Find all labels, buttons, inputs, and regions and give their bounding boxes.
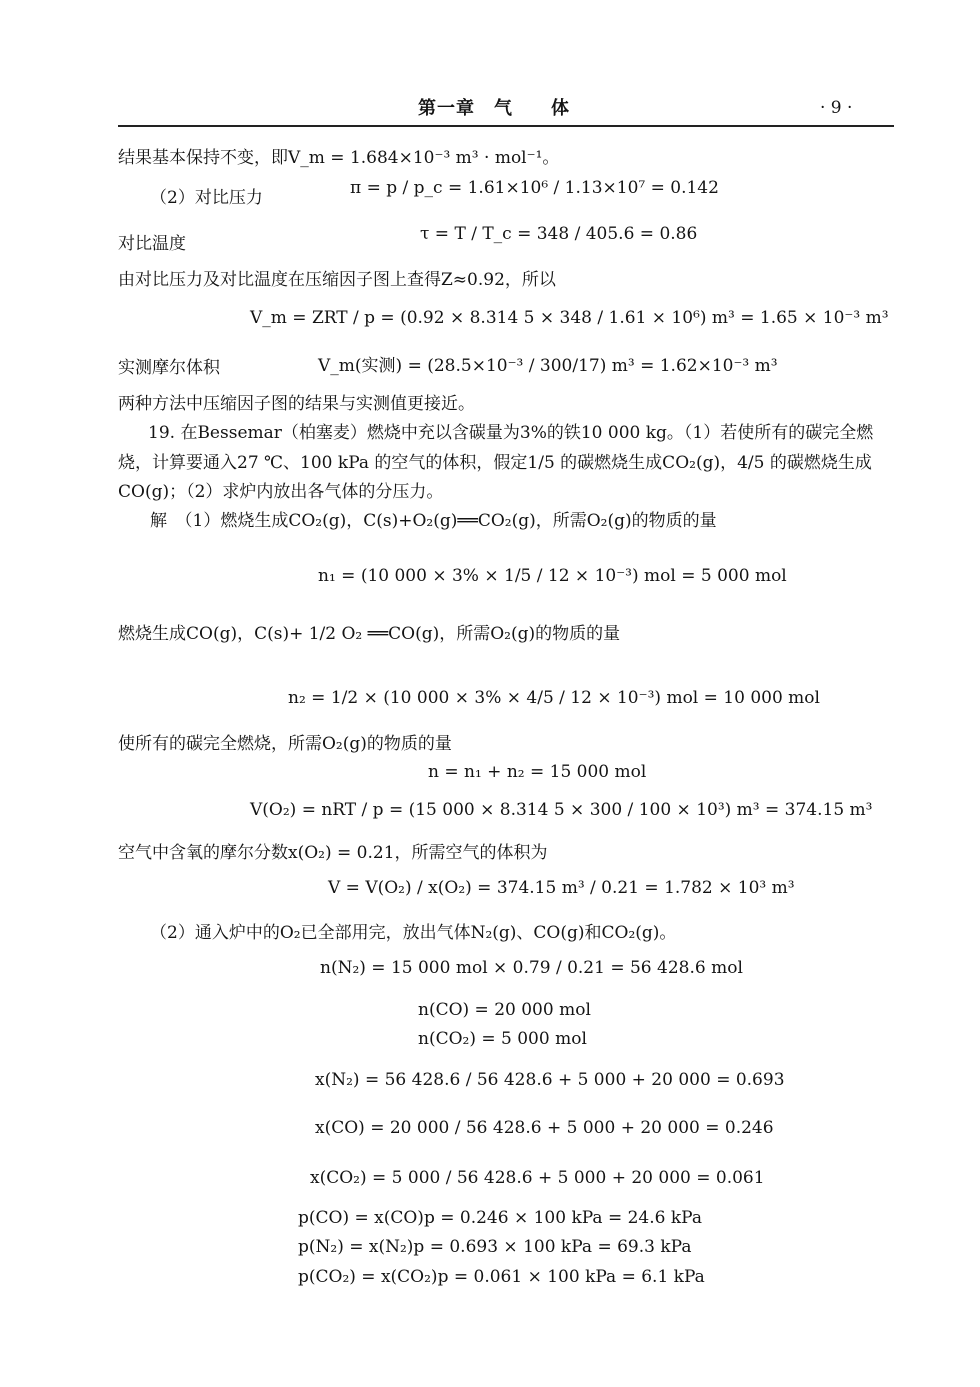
- question-19-line-1: 19. 在Bessemar（柏塞麦）燃烧中充以含碳量为3%的铁10 000 kg。（1）若使所有的碳完全燃: [148, 423, 874, 443]
- solution-line-5: （2）通入炉中的O₂已全部用完，放出气体N₂(g)、CO(g)和CO₂(g)。: [150, 923, 677, 943]
- eq-reduced-pressure: π = p / p_c = 1.61×10⁶ / 1.13×10⁷ = 0.142: [350, 178, 719, 198]
- text-line-comparison: 两种方法中压缩因子图的结果与实测值更接近。: [118, 394, 475, 414]
- eq-n-n2: n(N₂) = 15 000 mol × 0.79 / 0.21 = 56 428.6 mol: [320, 958, 743, 978]
- eq-p-n2: p(N₂) = x(N₂)p = 0.693 × 100 kPa = 69.3 kPa: [298, 1237, 692, 1257]
- chapter-title: 第一章 气 体: [418, 98, 570, 119]
- eq-vm-calc: V_m = ZRT / p = (0.92 × 8.314 5 × 348 / 1.61 × 10⁶) m³ = 1.65 × 10⁻³ m³: [250, 308, 889, 328]
- text-line-result: 结果基本保持不变，即V_m = 1.684×10⁻³ m³ · mol⁻¹。: [118, 148, 560, 168]
- label-reduced-temperature: 对比温度: [118, 234, 186, 254]
- solution-line-3: 使所有的碳完全燃烧，所需O₂(g)的物质的量: [118, 734, 452, 754]
- eq-p-co2: p(CO₂) = x(CO₂)p = 0.061 × 100 kPa = 6.1 kPa: [298, 1267, 705, 1287]
- solution-line-1: 解 （1）燃烧生成CO₂(g)，C(s)+O₂(g)══CO₂(g)，所需O₂(g)的物质的量: [150, 511, 717, 531]
- solution-line-4: 空气中含氧的摩尔分数x(O₂) = 0.21，所需空气的体积为: [118, 843, 548, 863]
- eq-reduced-temperature: τ = T / T_c = 348 / 405.6 = 0.86: [420, 224, 698, 244]
- solution-line-2: 燃烧生成CO(g)，C(s)+ 1/2 O₂ ══CO(g)，所需O₂(g)的物质的量: [118, 624, 621, 644]
- eq-n-total: n = n₁ + n₂ = 15 000 mol: [428, 762, 647, 782]
- eq-n2: n₂ = 1/2 × (10 000 × 3% × 4/5 / 12 × 10⁻³) mol = 10 000 mol: [288, 688, 820, 708]
- eq-x-co: x(CO) = 20 000 / 56 428.6 + 5 000 + 20 000 = 0.246: [315, 1118, 774, 1138]
- question-19-line-2: 烧，计算要通入27 ℃、100 kPa 的空气的体积，假定1/5 的碳燃烧生成CO₂(g)，4/5 的碳燃烧生成: [118, 453, 872, 473]
- eq-v-air: V = V(O₂) / x(O₂) = 374.15 m³ / 0.21 = 1.782 × 10³ m³: [328, 878, 795, 898]
- eq-p-co: p(CO) = x(CO)p = 0.246 × 100 kPa = 24.6 kPa: [298, 1208, 702, 1228]
- eq-v-o2: V(O₂) = nRT / p = (15 000 × 8.314 5 × 300 / 100 × 10³) m³ = 374.15 m³: [250, 800, 873, 820]
- question-19-line-3: CO(g)；（2）求炉内放出各气体的分压力。: [118, 482, 444, 502]
- label-measured-volume: 实测摩尔体积: [118, 358, 220, 378]
- eq-n-co2: n(CO₂) = 5 000 mol: [418, 1029, 587, 1049]
- page-number: · 9 ·: [820, 98, 853, 118]
- label-reduced-pressure: （2）对比压力: [150, 188, 263, 208]
- eq-n-co: n(CO) = 20 000 mol: [418, 1000, 591, 1020]
- text-line-compress-factor: 由对比压力及对比温度在压缩因子图上查得Z≈0.92，所以: [118, 270, 556, 290]
- header-rule: [118, 125, 894, 127]
- eq-x-n2: x(N₂) = 56 428.6 / 56 428.6 + 5 000 + 20 000 = 0.693: [315, 1070, 785, 1090]
- eq-vm-measured: V_m(实测) = (28.5×10⁻³ / 300/17) m³ = 1.62×10⁻³ m³: [318, 356, 778, 376]
- eq-n1: n₁ = (10 000 × 3% × 1/5 / 12 × 10⁻³) mol = 5 000 mol: [318, 566, 787, 586]
- eq-x-co2: x(CO₂) = 5 000 / 56 428.6 + 5 000 + 20 000 = 0.061: [310, 1168, 765, 1188]
